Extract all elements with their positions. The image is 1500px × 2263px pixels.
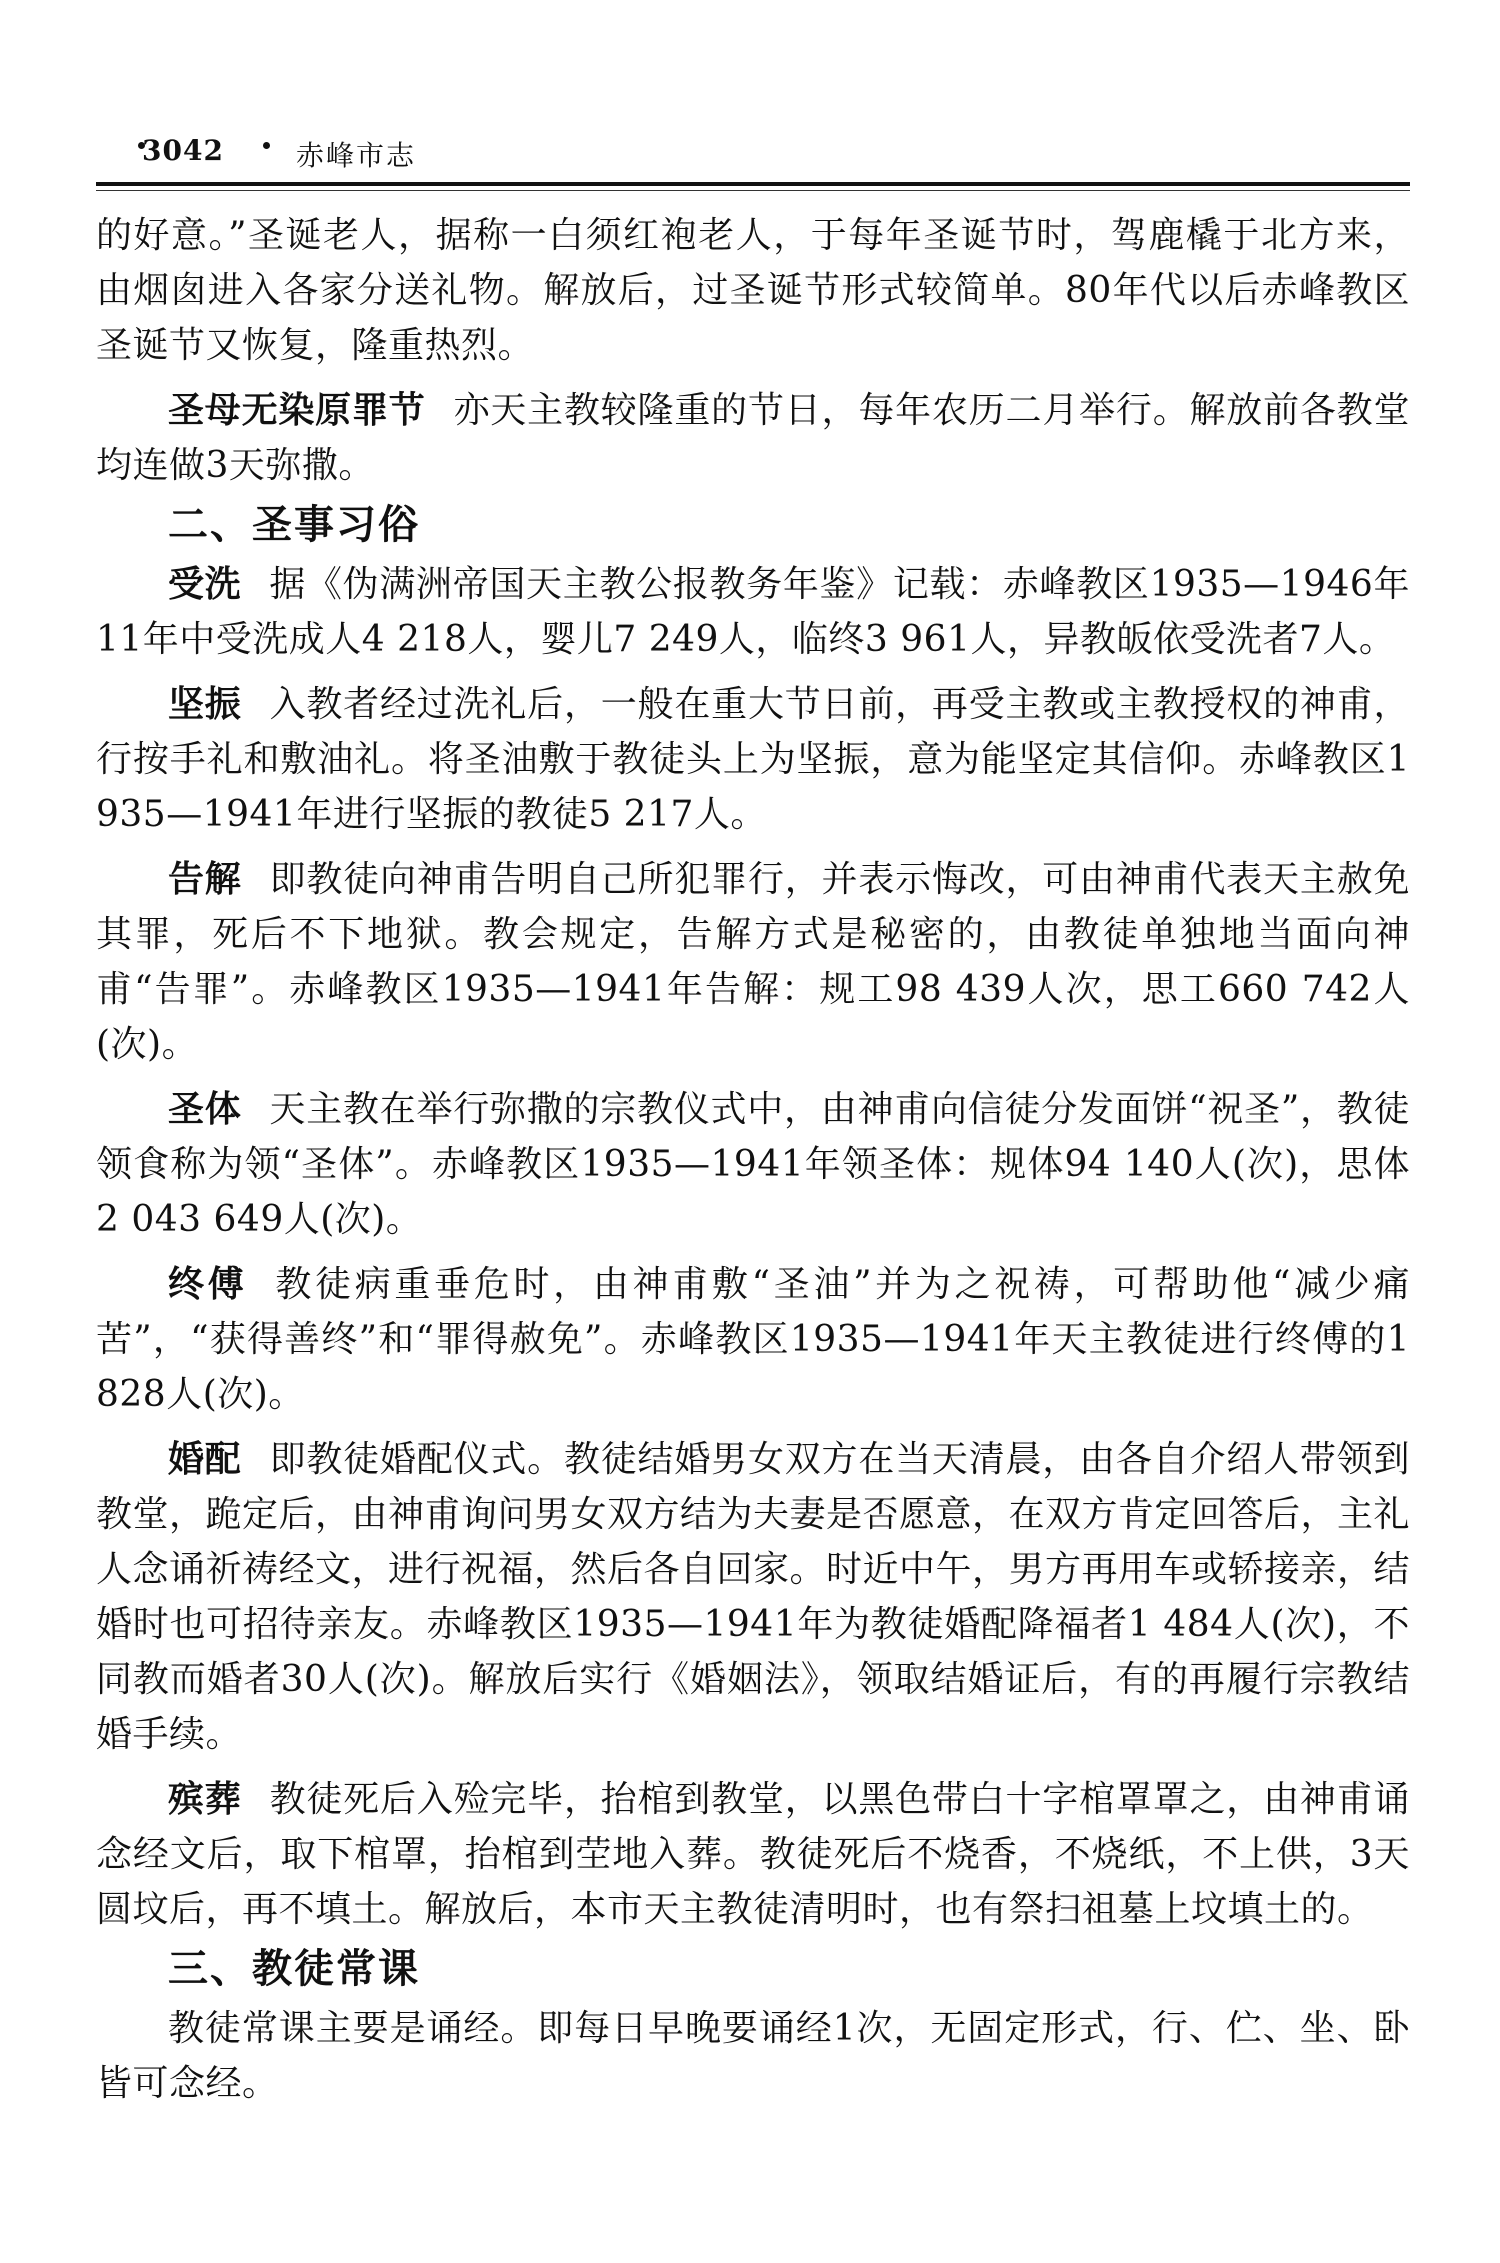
paragraph-funeral [96,1772,1410,1937]
page-number: 3042 [142,134,224,167]
paragraph-marriage [96,1432,1410,1762]
section-heading-daily-practice: 三、教徒常课 [168,1946,420,1992]
term-eucharist: 圣体 [168,1089,242,1130]
page-header [96,128,1410,178]
term-funeral: 殡葬 [168,1779,242,1820]
paragraph-confirmation [96,677,1410,842]
paragraph-christmas-continued: 的好意。”圣诞老人，据称一白须红袍老人，于每年圣诞节时，驾鹿橇于北方来，由烟囱进入各家分送礼物。解放后，过圣诞节形式较简单。80年代以后赤峰教区圣诞节又恢复，隆重热烈。 [96,215,1410,366]
paragraph-confession [96,852,1410,1072]
text-confirmation: 入教者经过洗礼后，一般在重大节日前，再受主教或主教授权的神甫，行按手礼和敷油礼。将圣油敷于教徒头上为坚振，意为能坚定其信仰。赤峰教区1935—1941年进行坚振的教徒5 217人。 [96,684,1410,835]
header-rule-thin [96,190,1410,191]
text-immaculate-conception: 亦天主教较隆重的节日，每年农历二月举行。解放前各教堂均连做3天弥撒。 [96,390,1410,486]
text-funeral: 教徒死后入殓完毕，抬棺到教堂，以黑色带白十字棺罩罩之，由神甫诵念经文后，取下棺罩，抬棺到茔地入葬。教徒死后不烧香，不烧纸，不上供，3天圆坟后，再不填土。解放后，本市天主教徒清明时，也有祭扫祖墓上坟填土的。 [96,1779,1410,1930]
paragraph-daily-practice: 教徒常课主要是诵经。即每日早晚要诵经1次，无固定形式，行、伫、坐、卧皆可念经。 [96,2008,1410,2104]
term-baptism: 受洗 [168,564,242,605]
paragraph-eucharist [96,1082,1410,1247]
text-confession: 即教徒向神甫告明自己所犯罪行，并表示悔改，可由神甫代表天主赦免其罪，死后不下地狱。教会规定，告解方式是秘密的，由教徒单独地当面向神甫“告罪”。赤峰教区1935—1941年告解：规工98 439人次，思工660 742人(次)。 [96,859,1410,1065]
bullet-dot-right [263,142,270,149]
term-confession: 告解 [168,859,242,900]
term-confirmation: 坚振 [168,684,242,725]
page-content [96,208,1410,2111]
section-heading-sacraments: 二、圣事习俗 [168,502,420,548]
term-marriage: 婚配 [168,1439,242,1480]
paragraph-baptism [96,557,1410,667]
book-title: 赤峰市志 [296,139,417,172]
paragraph-immaculate-conception [96,383,1410,493]
text-eucharist: 天主教在举行弥撒的宗教仪式中，由神甫向信徒分发面饼“祝圣”，教徒领食称为领“圣体”。赤峰教区1935—1941年领圣体：规体94 140人(次)，思体2 043 649人(次)。 [96,1089,1410,1240]
text-marriage: 即教徒婚配仪式。教徒结婚男女双方在当天清晨，由各自介绍人带领到教堂，跪定后，由神甫询问男女双方结为夫妻是否愿意，在双方肯定回答后，主礼人念诵祈祷经文，进行祝福，然后各自回家。时近中午，男方再用车或轿接亲，结婚时也可招待亲友。赤峰教区1935—1941年为教徒婚配降福者1 484人(次)，不同教而婚者30人(次)。解放后实行《婚姻法》，领取结婚证后，有的再履行宗教结婚手续。 [96,1439,1411,1755]
term-immaculate-conception: 圣母无染原罪节 [168,390,426,431]
text-baptism: 据《伪满洲帝国天主教公报教务年鉴》记载：赤峰教区1935—1946年11年中受洗成人4 218人，婴儿7 249人，临终3 961人，异教皈依受洗者7人。 [96,564,1410,660]
text-extreme-unction: 教徒病重垂危时，由神甫敷“圣油”并为之祝祷，可帮助他“减少痛苦”，“获得善终”和“罪得赦免”。赤峰教区1935—1941年天主教徒进行终傅的1 828人(次)。 [96,1264,1410,1415]
paragraph-extreme-unction [96,1257,1410,1422]
header-rule-thick [96,182,1410,186]
term-extreme-unction: 终傅 [168,1264,248,1305]
